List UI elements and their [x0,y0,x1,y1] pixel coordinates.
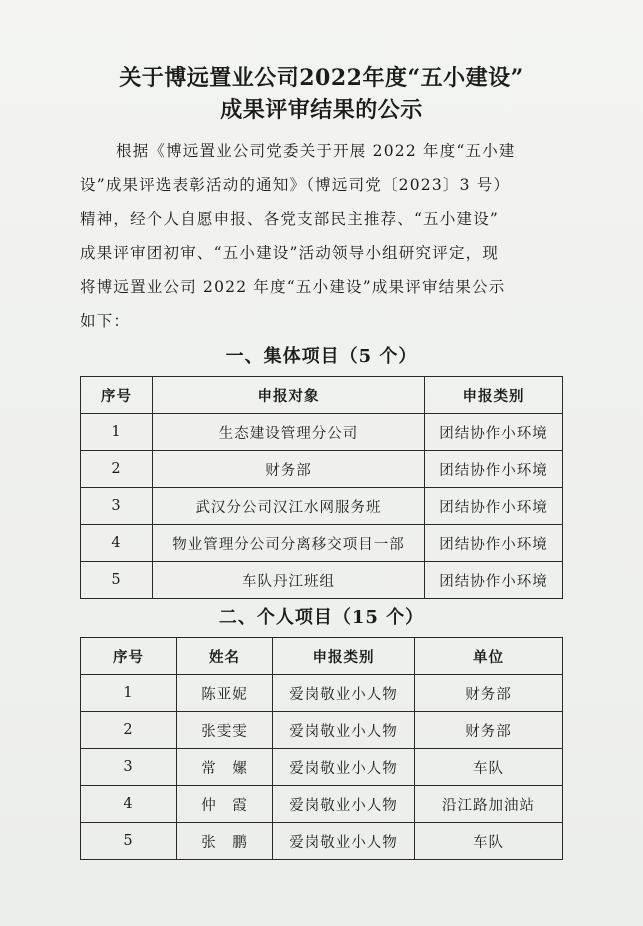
table-cell: 1 [81,675,177,712]
table-cell: 团结协作小环境 [425,488,563,525]
table-cell: 团结协作小环境 [425,525,563,562]
table-row [81,414,563,451]
table-cell: 5 [81,823,177,860]
title-line-1: 关于博远置业公司2022年度“五小建设” [119,65,524,91]
table-cell: 2 [81,712,177,749]
table-row [81,749,563,786]
table-header-row [81,377,563,414]
individual-projects-table [80,637,563,860]
table-cell: 1 [81,414,153,451]
column-header: 申报类别 [273,638,415,675]
paragraph-line: 如下： [80,312,131,330]
section-heading-individual: 二、个人项目（15 个） [218,607,425,628]
table-cell: 5 [81,562,153,599]
table-cell: 常 嫘 [177,749,273,786]
table-cell: 车队丹江班组 [153,562,425,599]
table-row [81,823,563,860]
table-cell: 车队 [415,823,563,860]
section-heading-collective: 一、集体项目（5 个） [225,346,418,367]
table-cell: 财务部 [153,451,425,488]
paragraph-line: 精神，经个人自愿申报、各党支部民主推荐、“五小建设” [80,210,500,228]
table-cell: 3 [81,749,177,786]
table-cell: 武汉分公司汉江水网服务班 [153,488,425,525]
column-header: 单位 [415,638,563,675]
table-cell: 团结协作小环境 [425,414,563,451]
table-row [81,712,563,749]
table-row [81,562,563,599]
table-cell: 爱岗敬业小人物 [273,675,415,712]
column-header: 序号 [81,377,153,414]
table-cell: 车队 [415,749,563,786]
table-cell: 爱岗敬业小人物 [273,823,415,860]
table-cell: 生态建设管理分公司 [153,414,425,451]
paragraph-line: 将博远置业公司 2022 年度“五小建设”成果评审结果公示 [80,278,506,296]
table-cell: 沿江路加油站 [415,786,563,823]
table-cell: 陈亚妮 [177,675,273,712]
announcement-paragraph [80,134,563,338]
paragraph-line: 根据《博远置业公司党委关于开展 2022 年度“五小建 [116,142,516,160]
column-header: 序号 [81,638,177,675]
table-cell: 张雯雯 [177,712,273,749]
table-header-row [81,638,563,675]
table-cell: 爱岗敬业小人物 [273,786,415,823]
table-cell: 财务部 [415,675,563,712]
table-cell: 财务部 [415,712,563,749]
document-title [80,62,563,126]
table-row [81,675,563,712]
table-cell: 2 [81,451,153,488]
table-cell: 物业管理分公司分离移交项目一部 [153,525,425,562]
paragraph-line: 设”成果评选表彰活动的通知》（博远司党〔2023〕3 号） [80,176,511,194]
table-cell: 爱岗敬业小人物 [273,749,415,786]
table-cell: 4 [81,525,153,562]
column-header: 申报类别 [425,377,563,414]
table-cell: 团结协作小环境 [425,451,563,488]
column-header: 申报对象 [153,377,425,414]
table-cell: 爱岗敬业小人物 [273,712,415,749]
title-line-2: 成果评审结果的公示 [220,97,423,123]
table-row [81,525,563,562]
table-row [81,786,563,823]
table-cell: 4 [81,786,177,823]
table-row [81,488,563,525]
table-cell: 张 鹏 [177,823,273,860]
column-header: 姓名 [177,638,273,675]
paragraph-line: 成果评审团初审、“五小建设”活动领导小组研究评定，现 [80,244,500,262]
table-row [81,451,563,488]
table-cell: 仲 霞 [177,786,273,823]
table-cell: 3 [81,488,153,525]
table-cell: 团结协作小环境 [425,562,563,599]
collective-projects-table [80,376,563,599]
